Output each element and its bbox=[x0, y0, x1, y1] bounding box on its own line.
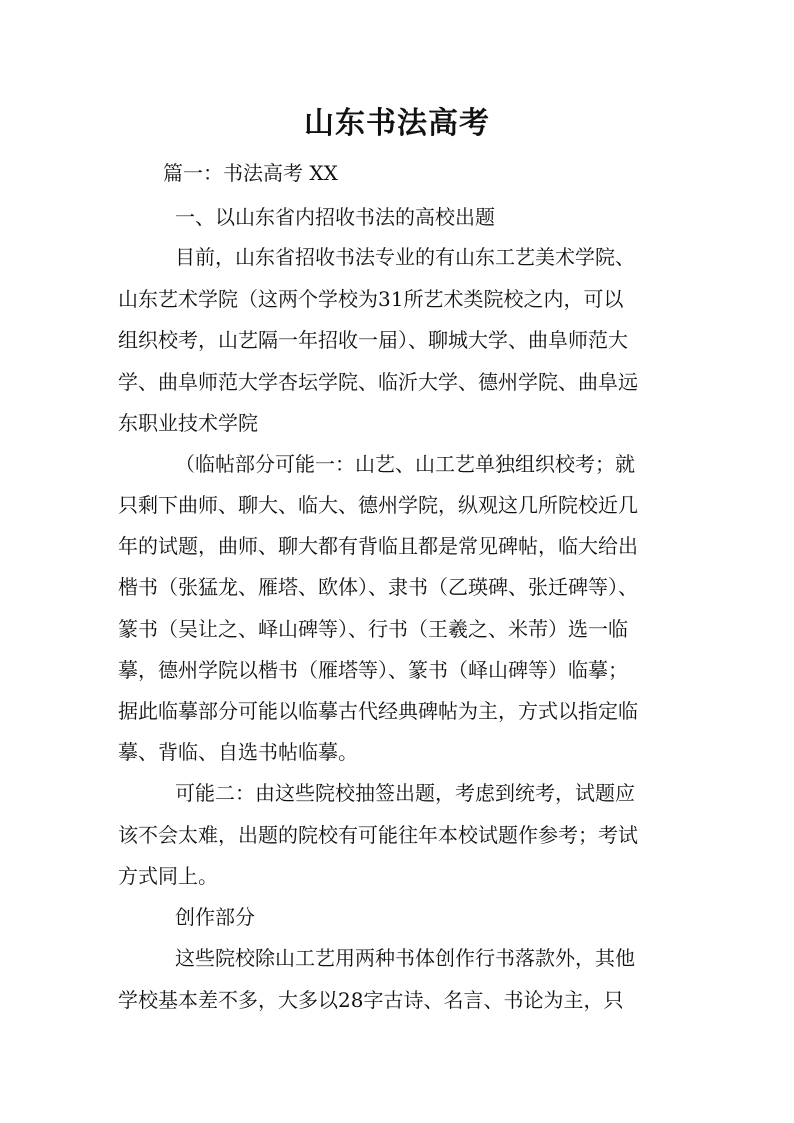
paragraph-line: 方式同上。 bbox=[118, 864, 218, 888]
paragraph-line: 这些院校除山工艺用两种书体创作行书落款外，其他 bbox=[175, 946, 635, 970]
paragraph-line: 目前，山东省招收书法专业的有山东工艺美术学院、 bbox=[175, 245, 635, 269]
paragraph-line: 组织校考，山艺隔一年招收一届）、聊城大学、曲阜师范大 bbox=[118, 328, 628, 352]
subheading: 创作部分 bbox=[175, 905, 255, 929]
paragraph-line: 楷书（张猛龙、雁塔、欧体）、隶书（乙瑛碑、张迁碑等）、 bbox=[118, 575, 638, 599]
paragraph-line: （临帖部分可能一：山艺、山工艺单独组织校考；就 bbox=[175, 452, 635, 476]
paragraph-line: 学、曲阜师范大学杏坛学院、临沂大学、德州学院、曲阜远 bbox=[118, 370, 638, 394]
paragraph-line: 该不会太难，出题的院校有可能往年本校试题作参考；考试 bbox=[118, 823, 638, 847]
paragraph-line: 摹，德州学院以楷书（雁塔等）、篆书（峄山碑等）临摹； bbox=[118, 658, 628, 682]
paragraph-line: 篆书（吴让之、峄山碑等）、行书（王羲之、米芾）选一临 bbox=[118, 617, 628, 641]
paragraph-line: 只剩下曲师、聊大、临大、德州学院，纵观这几所院校近几 bbox=[118, 493, 638, 517]
paragraph-line: 山东艺术学院（这两个学校为31所艺术类院校之内，可以 bbox=[118, 287, 624, 311]
paragraph-line: 据此临摹部分可能以临摹古代经典碑帖为主，方式以指定临 bbox=[118, 699, 638, 723]
section-heading: 篇一：书法高考 XX bbox=[163, 161, 338, 185]
subheading: 一、以山东省内招收书法的高校出题 bbox=[175, 205, 495, 229]
paragraph-line: 摹、背临、自选书帖临摹。 bbox=[118, 740, 358, 764]
document-title: 山东书法高考 bbox=[304, 106, 490, 141]
paragraph-line: 学校基本差不多，大多以28字古诗、名言、书论为主，只 bbox=[118, 988, 624, 1012]
paragraph-line: 东职业技术学院 bbox=[118, 411, 258, 435]
paragraph-line: 年的试题，曲师、聊大都有背临且都是常见碑帖，临大给出 bbox=[118, 534, 638, 558]
paragraph-line: 可能二：由这些院校抽签出题，考虑到统考，试题应 bbox=[175, 781, 635, 805]
